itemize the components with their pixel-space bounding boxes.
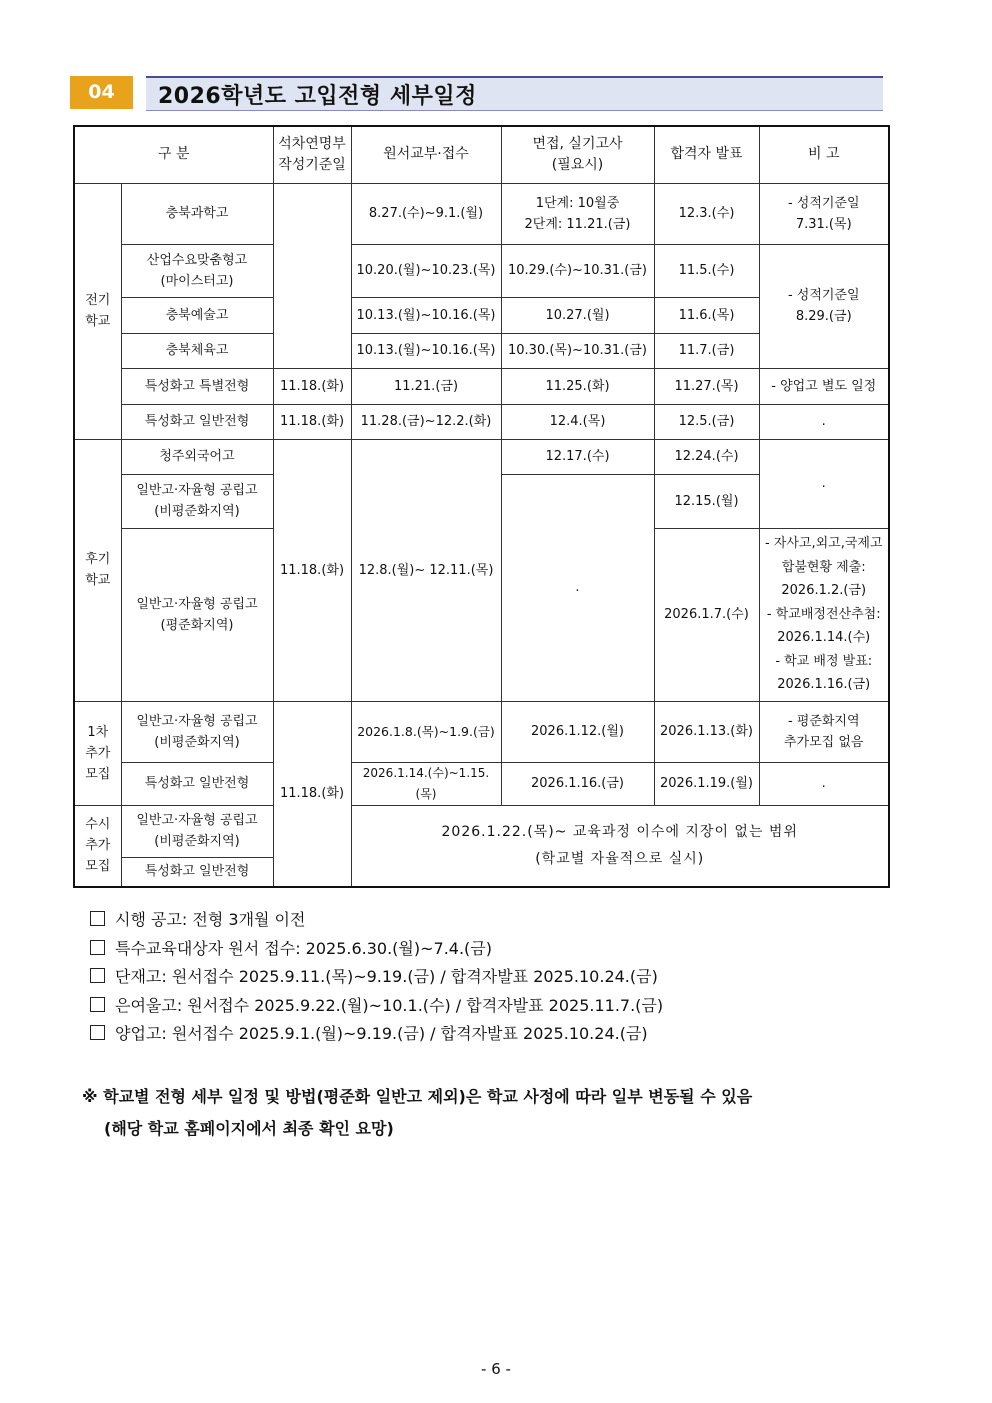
header-interview: 면접, 실기고사 (필요시) [501, 126, 654, 183]
interview-date: 12.17.(수) [501, 439, 654, 474]
header-remarks: 비 고 [759, 126, 889, 183]
school-name: 특성화고 일반전형 [121, 857, 273, 887]
remark: - 양업고 별도 일정 [759, 368, 889, 404]
table-row [74, 183, 889, 244]
table-row [74, 805, 889, 857]
record-date: 11.18.(화) [273, 701, 351, 887]
table-row [74, 762, 889, 805]
group-additional-1: 1차 추가 모집 [74, 701, 121, 805]
checkbox-icon [90, 940, 105, 955]
header-row [74, 126, 889, 183]
application-date: 8.27.(수)~9.1.(월) [351, 183, 501, 244]
group-adhoc: 수시 추가 모집 [74, 805, 121, 887]
announcement-date: 2026.1.7.(수) [654, 528, 759, 701]
announcement-date: 12.3.(수) [654, 183, 759, 244]
list-item: 은여울고: 원서접수 2025.9.22.(월)~10.1.(수) / 합격자발표 2025.11.7.(금) [90, 992, 663, 1021]
application-date: 12.8.(월)~ 12.11.(목) [351, 439, 501, 701]
announcement-date: 12.5.(금) [654, 404, 759, 439]
list-item: 양업고: 원서접수 2025.9.1.(월)~9.19.(금) / 합격자발표 2025.10.24.(금) [90, 1020, 663, 1049]
list-item: 단재고: 원서접수 2025.9.11.(목)~9.19.(금) / 합격자발표 2025.10.24.(금) [90, 963, 663, 992]
section-title: 2026학년도 고입전형 세부일정 [158, 84, 477, 109]
list-item: 시행 공고: 전형 3개월 이전 [90, 906, 663, 935]
interview-date: . [501, 474, 654, 701]
section-header [70, 76, 884, 110]
record-date: 11.18.(화) [273, 439, 351, 701]
header-record-date: 석차연명부 작성기준일 [273, 126, 351, 183]
application-date: 2026.1.8.(목)~1.9.(금) [351, 701, 501, 762]
school-name: 일반고·자율형 공립고 (비평준화지역) [121, 474, 273, 528]
interview-date: 12.4.(목) [501, 404, 654, 439]
group-late: 후기 학교 [74, 439, 121, 701]
announcement-date: 2026.1.13.(화) [654, 701, 759, 762]
application-date: 10.13.(월)~10.16.(목) [351, 297, 501, 333]
school-name: 특성화고 특별전형 [121, 368, 273, 404]
announcement-date: 2026.1.19.(월) [654, 762, 759, 805]
remark: . [759, 439, 889, 528]
announcement-date: 12.24.(수) [654, 439, 759, 474]
warning-note [82, 1082, 752, 1146]
schedule-table [73, 125, 890, 888]
school-name: 산업수요맞춤형고 (마이스터고) [121, 244, 273, 297]
remark: - 평준화지역 추가모집 없음 [759, 701, 889, 762]
interview-date: 2026.1.16.(금) [501, 762, 654, 805]
interview-date: 10.27.(월) [501, 297, 654, 333]
school-name: 청주외국어고 [121, 439, 273, 474]
interview-date: 10.30.(목)~10.31.(금) [501, 333, 654, 368]
school-name: 일반고·자율형 공립고 (비평준화지역) [121, 701, 273, 762]
section-title-box [146, 76, 883, 111]
school-name: 일반고·자율형 공립고 (평준화지역) [121, 528, 273, 701]
header-announcement: 합격자 발표 [654, 126, 759, 183]
table-row [74, 244, 889, 297]
checkbox-icon [90, 911, 105, 926]
table-row [74, 701, 889, 762]
checkbox-icon [90, 997, 105, 1012]
school-name: 특성화고 일반전형 [121, 404, 273, 439]
school-name: 충북체육고 [121, 333, 273, 368]
table-row [74, 439, 889, 474]
school-name: 충북과학고 [121, 183, 273, 244]
remark: - 성적기준일 7.31.(목) [759, 183, 889, 244]
adhoc-schedule: 2026.1.22.(목)~ 교육과정 이수에 지장이 없는 범위 (학교별 자율적으로 실시) [351, 805, 889, 887]
interview-date: 11.25.(화) [501, 368, 654, 404]
table-row [74, 404, 889, 439]
list-item: 특수교육대상자 원서 접수: 2025.6.30.(월)~7.4.(금) [90, 935, 663, 964]
application-date: 10.20.(월)~10.23.(목) [351, 244, 501, 297]
interview-date: 10.29.(수)~10.31.(금) [501, 244, 654, 297]
header-category: 구 분 [74, 126, 273, 183]
application-date: 2026.1.14.(수)~1.15.(목) [351, 762, 501, 805]
application-date: 10.13.(월)~10.16.(목) [351, 333, 501, 368]
announcement-date: 11.5.(수) [654, 244, 759, 297]
school-name: 특성화고 일반전형 [121, 762, 273, 805]
notes-list [90, 906, 663, 1049]
interview-date: 1단계: 10월중 2단계: 11.21.(금) [501, 183, 654, 244]
school-name: 충북예술고 [121, 297, 273, 333]
record-date: 11.18.(화) [273, 368, 351, 404]
record-date: 11.18.(화) [273, 404, 351, 439]
section-number: 04 [70, 76, 133, 109]
checkbox-icon [90, 968, 105, 983]
record-date-empty [273, 183, 351, 368]
remark: . [759, 404, 889, 439]
group-early: 전기 학교 [74, 183, 121, 439]
announcement-date: 11.7.(금) [654, 333, 759, 368]
warning-line: ※ 학교별 전형 세부 일정 및 방법(평준화 일반고 제외)은 학교 사정에 따라 일부 변동될 수 있음 [82, 1087, 753, 1106]
remark: - 자사고,외고,국제고 합불현황 제출: 2026.1.2.(금) - 학교배정전산추첨: 2026.1.14.(수) - 학교 배정 발표: 2026.1.16.(금) [759, 528, 889, 701]
checkbox-icon [90, 1025, 105, 1040]
remark: - 성적기준일 8.29.(금) [759, 244, 889, 368]
announcement-date: 11.6.(목) [654, 297, 759, 333]
header-application: 원서교부·접수 [351, 126, 501, 183]
remark: . [759, 762, 889, 805]
application-date: 11.28.(금)~12.2.(화) [351, 404, 501, 439]
application-date: 11.21.(금) [351, 368, 501, 404]
interview-date: 2026.1.12.(월) [501, 701, 654, 762]
school-name: 일반고·자율형 공립고 (비평준화지역) [121, 805, 273, 857]
announcement-date: 11.27.(목) [654, 368, 759, 404]
warning-line: (해당 학교 홈페이지에서 최종 확인 요망) [104, 1119, 394, 1138]
page-number: - 6 - [481, 1360, 511, 1378]
table-row [74, 368, 889, 404]
announcement-date: 12.15.(월) [654, 474, 759, 528]
